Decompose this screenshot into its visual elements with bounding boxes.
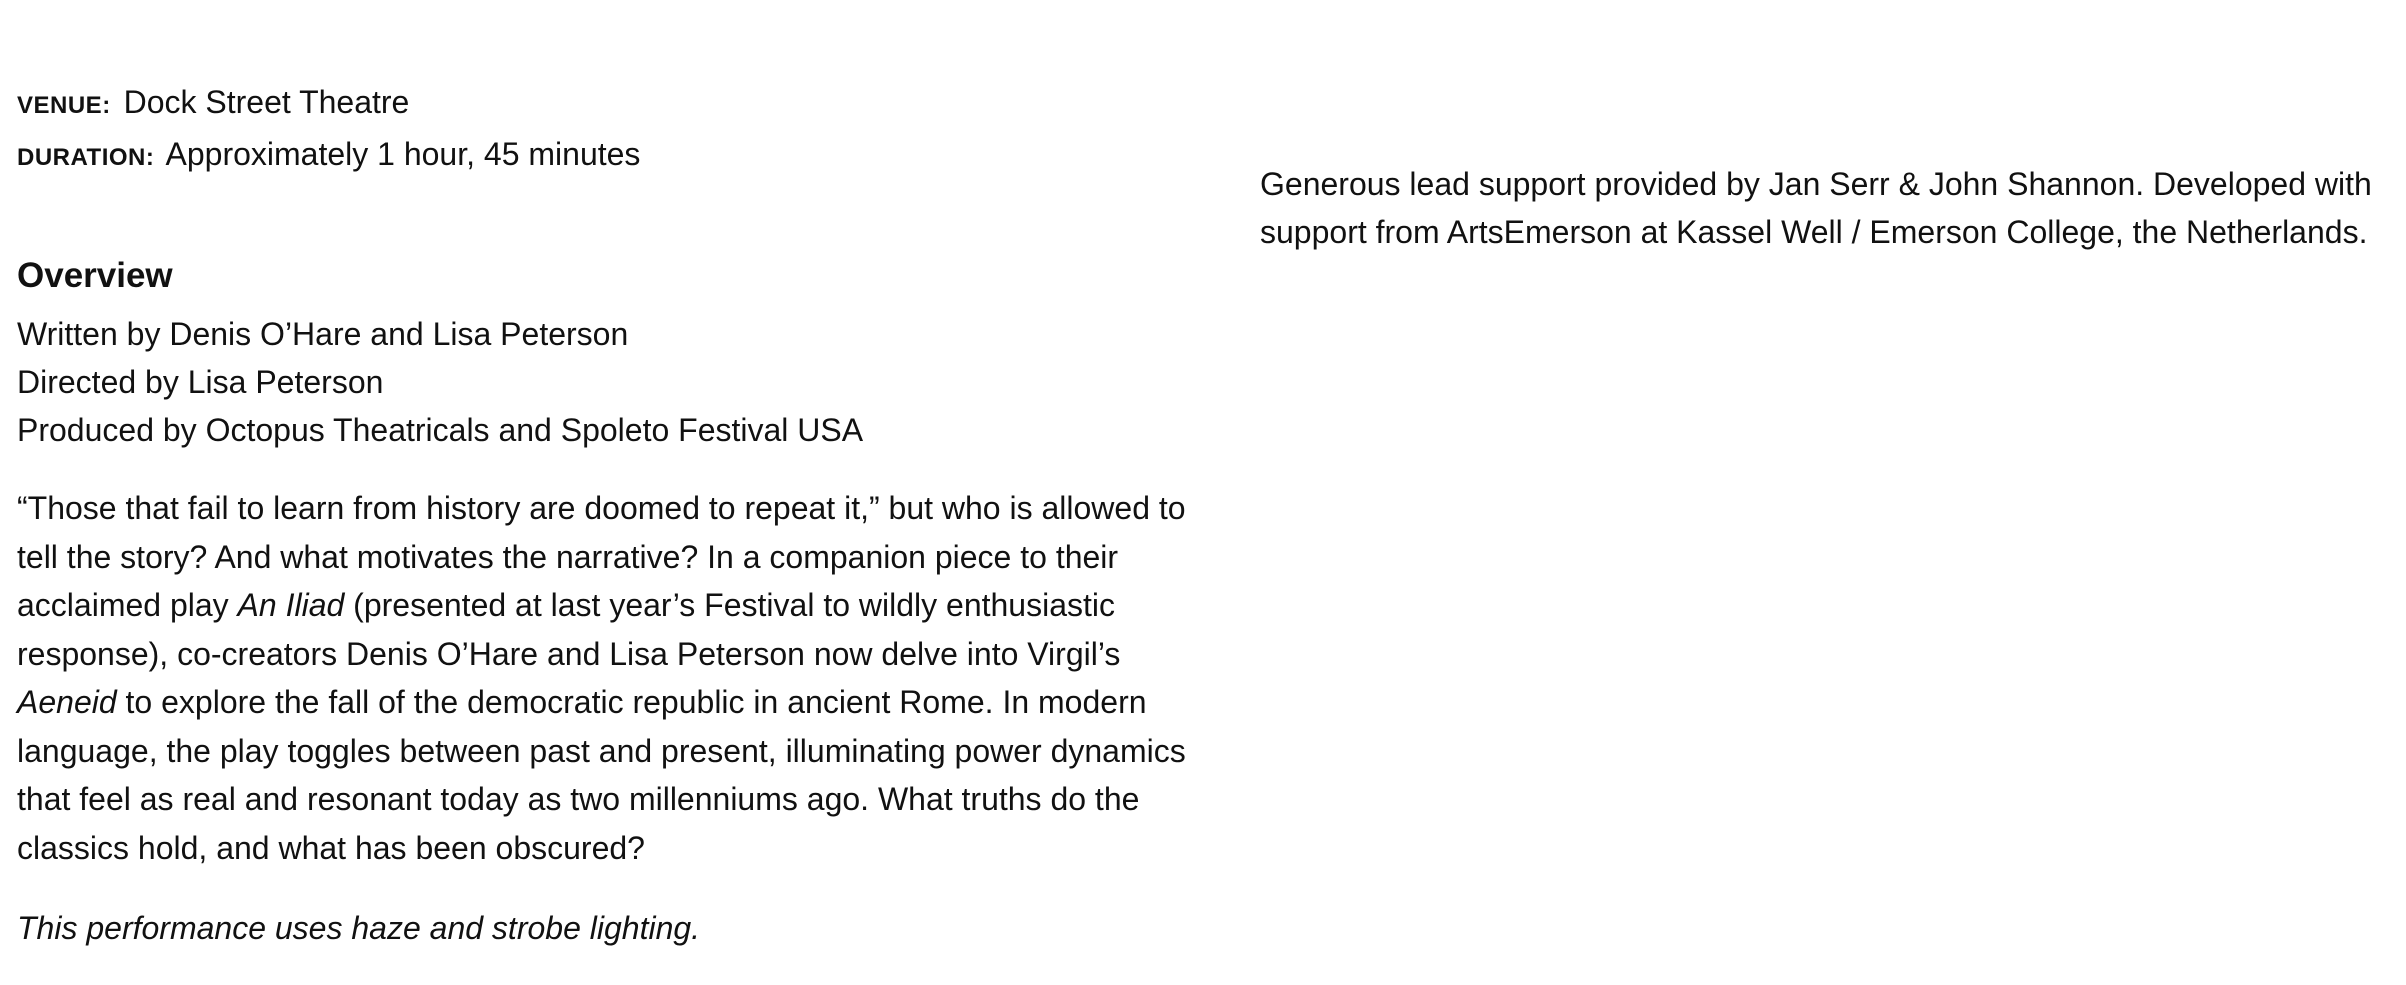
credits-block bbox=[17, 310, 1197, 454]
venue-label: VENUE: bbox=[17, 92, 111, 119]
description-part-2: (presented at last year’s Festival to wildly enthusiastic response), co-creators Denis O’Hare and Lisa Peterson now delve into Virgil’s bbox=[17, 587, 1121, 672]
produced-by-credit: Produced by Octopus Theatricals and Spoleto Festival USA bbox=[17, 412, 864, 448]
an-iliad-title: An Iliad bbox=[237, 587, 345, 623]
aeneid-title: Aeneid bbox=[17, 684, 117, 720]
directed-by-credit: Directed by Lisa Peterson bbox=[17, 364, 384, 400]
support-column bbox=[1260, 160, 2390, 256]
description-part-1: “Those that fail to learn from history are doomed to repeat it,” but who is allowed to tell the story? And what motivates the narrative? In a companion piece to their acclaimed play bbox=[17, 490, 1186, 623]
description-part-3: to explore the fall of the democratic republic in ancient Rome. In modern language, the play toggles between past and present, illuminating power dynamics that feel as real and resonant today as two millenniums ago. What truths do the classics hold, and what has been obscured? bbox=[17, 684, 1186, 866]
overview-heading: Overview bbox=[17, 256, 173, 295]
written-by-credit: Written by Denis O’Hare and Lisa Peterson bbox=[17, 316, 629, 352]
support-credit: Generous lead support provided by Jan Serr & John Shannon. Developed with support from ArtsEmerson at Kassel Well / Emerson College, the Netherlands. bbox=[1260, 166, 2372, 250]
duration-line bbox=[17, 130, 1197, 182]
duration-value: Approximately 1 hour, 45 minutes bbox=[165, 136, 641, 172]
event-details-column bbox=[17, 78, 1197, 985]
content-advisory: This performance uses haze and strobe lighting. bbox=[17, 910, 701, 946]
overview-description bbox=[17, 484, 1197, 872]
venue-line bbox=[17, 78, 1197, 130]
venue-value: Dock Street Theatre bbox=[123, 84, 410, 120]
duration-label: DURATION: bbox=[17, 144, 155, 171]
